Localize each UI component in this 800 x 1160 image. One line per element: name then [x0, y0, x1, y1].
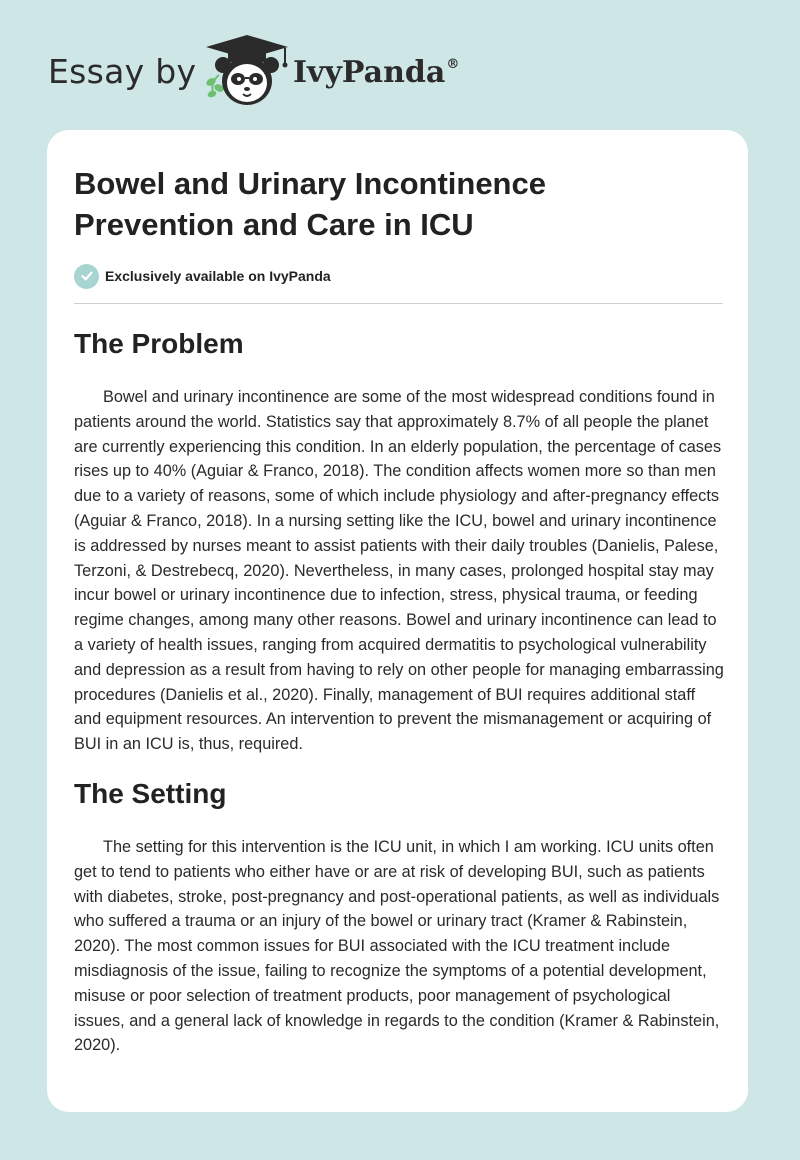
site-header	[0, 0, 800, 130]
section-heading-problem: The Problem	[74, 328, 244, 359]
divider	[74, 303, 723, 304]
essay-title: Bowel and Urinary Incontinence Prevention and Care in ICU	[74, 166, 546, 242]
panda-logo-icon[interactable]	[200, 33, 294, 109]
exclusive-label: Exclusively available on IvyPanda	[105, 268, 331, 284]
brand-prefix: Essay by	[48, 52, 197, 91]
brand-name[interactable]: IvyPanda®	[293, 55, 460, 90]
exclusive-badge	[74, 263, 331, 289]
section-paragraph-problem: Bowel and urinary incontinence are some of the most widespread conditions found in patients around the world. Statistics say that approximately 8.7% of all people the planet are currently experiencing this condition. In an elderly population, the percentage of cases rises up to 40% (Aguiar & Franco, 2018). The condition affects women more so than men due to a variety of reasons, some of which include physiology and after-pregnancy effects (Aguiar & Franco, 2018). In a nursing setting like the ICU, bowel and urinary incontinence is addressed by nurses meant to assist patients with their daily troubles (Danielis, Palese, Terzoni, & Destrebecq, 2020). Nevertheless, in many cases, prolonged hospital stay may incur bowel or urinary incontinence due to infection, stress, physical trauma, or feeding regime changes, among many other reasons. Bowel and urinary incontinence can lead to a variety of health issues, ranging from acquired dermatitis to psychological vulnerability and depression as a result from having to rely on other people for managing embarrassing procedures (Danielis et al., 2020). Finally, management of BUI requires additional staff and equipment resources. An intervention to prevent the mismanagement or acquiring of BUI in an ICU is, thus, required.	[74, 388, 724, 754]
registered-mark: ®	[446, 57, 460, 72]
section-paragraph-setting: The setting for this intervention is the ICU unit, in which I am working. ICU units often get to tend to patients who either have or are at risk of developing BUI, such as patients with diabetes, stroke, post-pregnancy and post-operational patients, as well as individuals who suffered a trauma or an injury of the bowel or urinary tract (Kramer & Rabinstein, 2020). The most common issues for BUI associated with the ICU treatment include misdiagnosis of the issue, failing to recognize the symptoms of a potential development, misuse or poor selection of treatment products, poor management of psychological issues, and a general lack of knowledge in regards to the condition (Kramer & Rabinstein, 2020).	[74, 838, 720, 1055]
checkmark-icon	[74, 264, 99, 289]
section-heading-setting: The Setting	[74, 778, 227, 809]
essay-card	[47, 130, 748, 1112]
